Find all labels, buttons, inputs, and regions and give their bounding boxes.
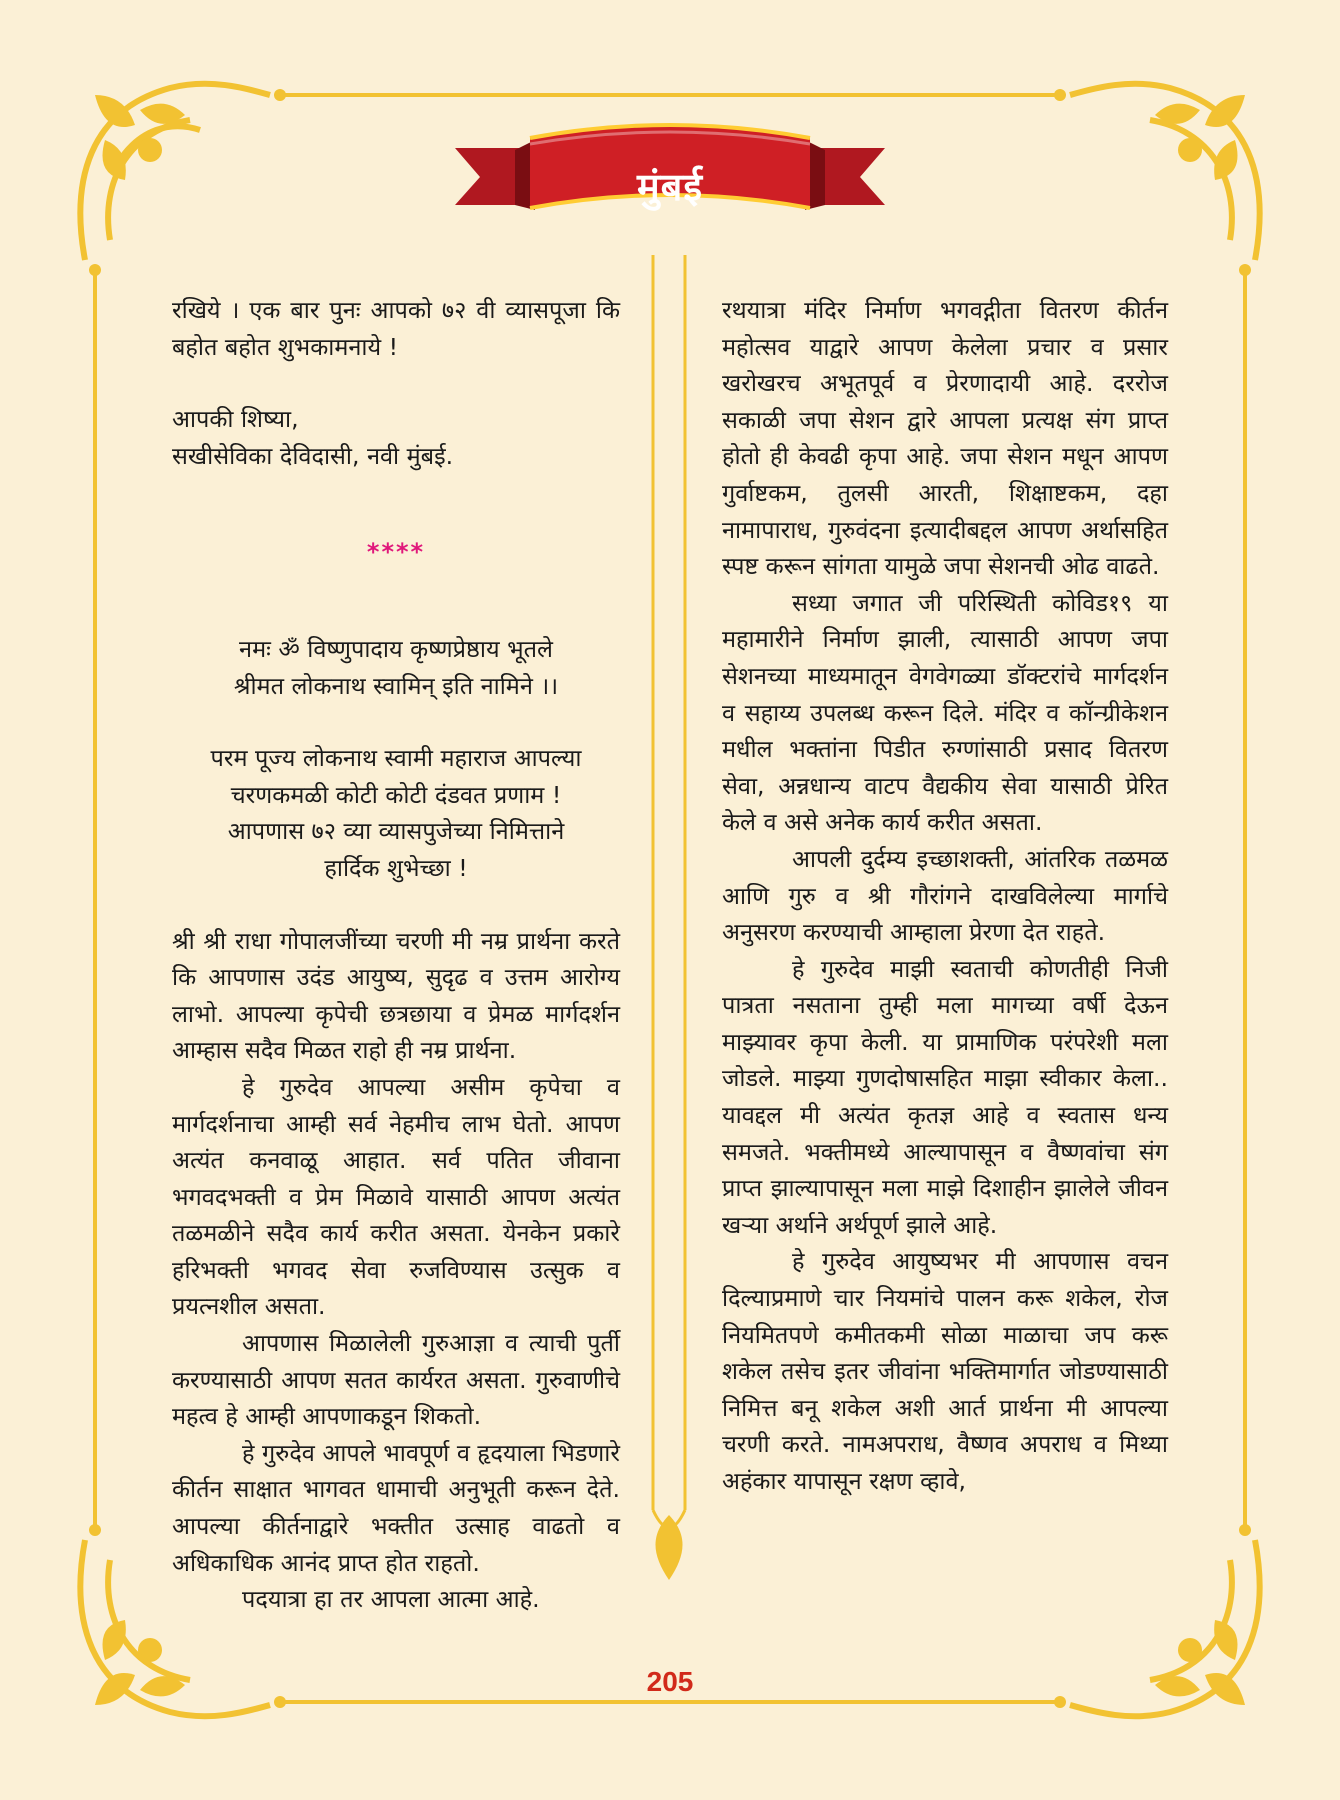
paragraph: रखिये । एक बार पुनः आपको ७२ वी व्यासपूजा कि बहोत बहोत शुभकामनाये ! (172, 296, 620, 361)
paragraph: आपणास मिळालेली गुरुआज्ञा व त्याची पुर्ती करण्यासाठी आपण सतत कार्यरत असता. गुरुवाणीचे महत्व हे आम्ही आपणाकडून शिकतो. (172, 1329, 620, 1431)
paragraph: रथयात्रा मंदिर निर्माण भगवद्गीता वितरण कीर्तन महोत्सव याद्वारे आपण केलेला प्रचार व प्रसार खरोखरच अभूतपूर्व व प्रेरणादायी आहे. दररोज सकाळी जपा सेशन द्वारे आपला प्रत्यक्ष संग प्राप्त होतो ही केवढी कृपा आहे. जपा सेशन मधून आपण गुर्वाष्टकम, तुलसी आरती, शिक्षाष्टकम, दहा नामापाराध, गुरुवंदना इत्यादीबद्दल आपण अर्थासहित स्पष्ट करून सांगता यामुळे जपा सेशनची ओढ वाढते. (722, 296, 1168, 581)
paragraph: हे गुरुदेव माझी स्वताची कोणतीही निजी पात्रता नसताना तुम्ही मला मागच्या वर्षी देऊन माझ्यावर कृपा केली. या प्रामाणिक परंपरेशी मला जोडले. माझ्या गुणदोषासहित माझा स्वीकार केला.. यावद्दल मी अत्यंत कृतज्ञ आहे व स्वतास धन्य समजते. भक्तीमध्ये आल्यापासून व वैष्णवांचा संग प्राप्त झाल्यापासून मला माझे दिशाहीन झालेले जीवन खऱ्या अर्थाने अर्थपूर्ण झाले आहे. (722, 954, 1168, 1239)
page-title: मुंबई (636, 164, 704, 209)
greeting: परम पूज्य लोकनाथ स्वामी महाराज आपल्या चरणकमळी कोटी कोटी दंडवत प्रणाम ! आपणास ७२ व्या व्यासपुजेच्या निमित्ताने हार्दिक शुभेच्छा ! (210, 744, 582, 882)
page-number: 205 (646, 1666, 694, 1697)
left-column (172, 292, 620, 1618)
right-column (722, 292, 1168, 1500)
column-divider (653, 255, 685, 1580)
signature-block: आपकी शिष्या, सखीसेविका देविदासी, नवी मुंबई. (172, 405, 454, 470)
paragraph: हे गुरुदेव आपल्या असीम कृपेचा व मार्गदर्शनाचा आम्ही सर्व नेहमीच लाभ घेतो. आपण अत्यंत कनवाळू आहात. सर्व पतित जीवाना भगवदभक्ती व प्रेम मिळावे यासाठी आपण अत्यंत तळमळीने सदैव कार्य करीत असता. येनकेन प्रकारे हरिभक्ती भगवद सेवा रुजविण्यास उत्सुक व प्रयत्नशील असता. (172, 1072, 620, 1321)
paragraph: सध्या जगात जी परिस्थिती कोविड१९ या महामारीने निर्माण झाली, त्यासाठी आपण जपा सेशनच्या माध्यमातून वेगवेगळ्या डॉक्टरांचे मार्गदर्शन व सहाय्य उपलब्ध करून दिले. मंदिर व कॉन्ग्रीकेशन मधील भक्तांना पिडीत रुग्णांसाठी प्रसाद वितरण सेवा, अन्नधान्य वाटप वैद्यकीय सेवा यासाठी प्रेरित केले व असे अनेक कार्य करीत असता. (722, 588, 1168, 837)
verse: नमः ॐ विष्णुपादाय कृष्णप्रेष्ठाय भूतले श्रीमत लोकनाथ स्वामिन् इति नामिने ।। (233, 634, 559, 700)
separator-stars: **** (366, 538, 426, 567)
paragraph: आपली दुर्दम्य इच्छाशक्ती, आंतरिक तळमळ आणि गुरु व श्री गौरांगने दाखविलेल्या मार्गाचे अनुसरण करण्याची आम्हाला प्रेरणा देत राहते. (722, 844, 1168, 947)
paragraph: पदयात्रा हा तर आपला आत्मा आहे. (242, 1585, 540, 1614)
paragraph: श्री श्री राधा गोपालजींच्या चरणी मी नम्र प्रार्थना करते कि आपणास उदंड आयुष्य, सुदृढ व उत्तम आरोग्य लाभो. आपल्या कृपेची छत्रछाया व प्रेमळ मार्गदर्शन आम्हास सदैव मिळत राहो ही नम्र प्रार्थना. (172, 926, 620, 1065)
paragraph: हे गुरुदेव आयुष्यभर मी आपणास वचन दिल्याप्रमाणे चार नियमांचे पालन करू शकेल, रोज नियमितपणे कमीतकमी सोळा माळाचा जप करू शकेल तसेच इतर जीवांना भक्तिमार्गात जोडण्यासाठी निमित्त बनू शकेल अशी आर्त प्रार्थना मी आपल्या चरणी करते. नामअपराध, वैष्णव अपराध व मिथ्या अहंकार यापासून रक्षण व्हावे, (722, 1247, 1168, 1495)
paragraph: हे गुरुदेव आपले भावपूर्ण व हृदयाला भिडणारे कीर्तन साक्षात भागवत धामाची अनुभूती करून देते. आपल्या कीर्तनाद्वारे भक्तीत उत्साह वाढतो व अधिकाधिक आनंद प्राप्त होत राहतो. (172, 1438, 620, 1577)
